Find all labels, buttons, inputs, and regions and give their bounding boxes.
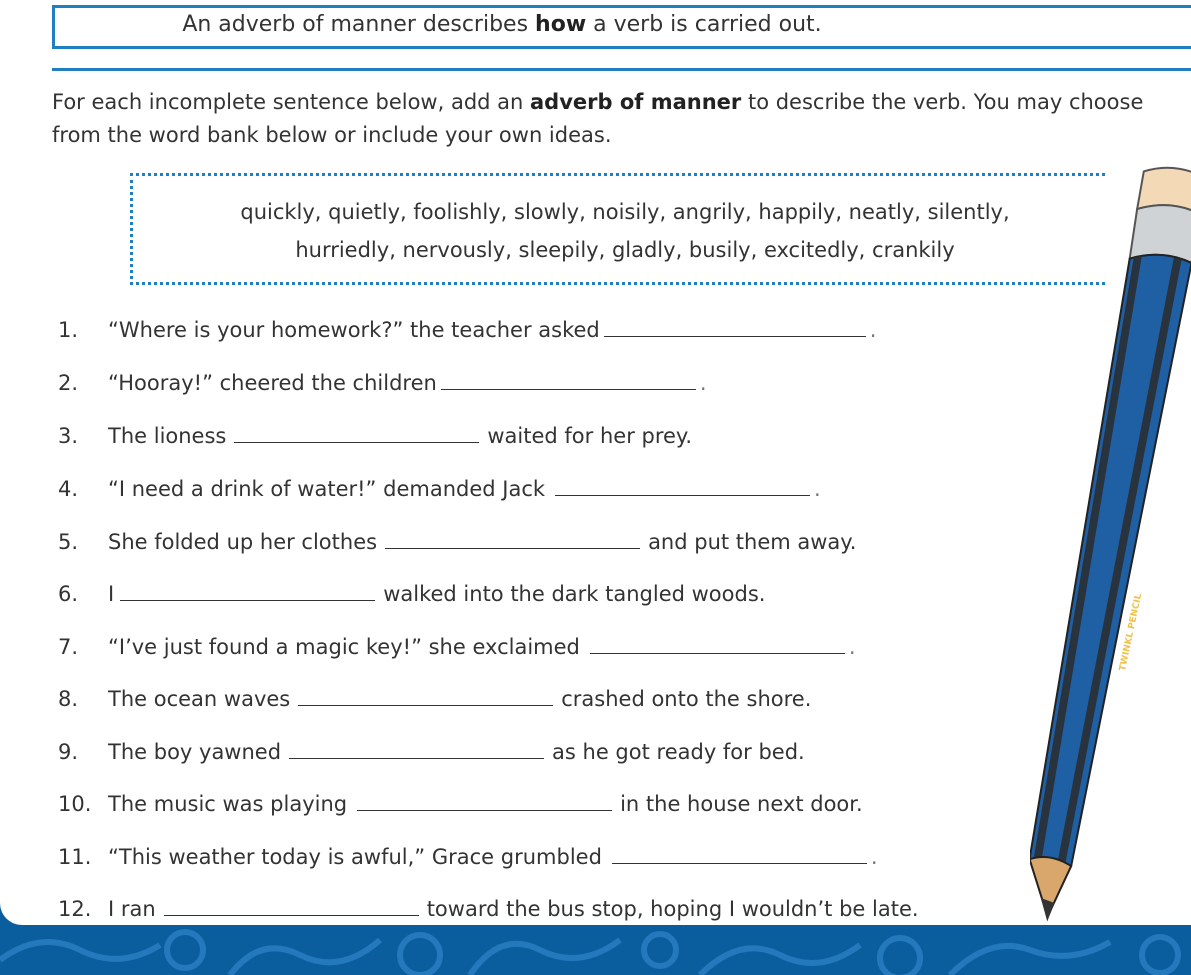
answer-blank-2[interactable] bbox=[441, 388, 696, 390]
instructions-bold-term: adverb of manner bbox=[530, 90, 742, 114]
answer-blank-9[interactable] bbox=[289, 757, 544, 759]
answer-blank-11[interactable] bbox=[612, 862, 867, 864]
answer-blank-3[interactable] bbox=[234, 441, 479, 443]
answer-blank-8[interactable] bbox=[298, 704, 553, 706]
answer-blank-10[interactable] bbox=[357, 809, 612, 811]
question-1: 1. “Where is your homework?” the teacher asked . bbox=[58, 318, 877, 342]
instructions: For each incomplete sentence below, add an adverb of manner to describe the verb. You may choose from the word bank below or include your own ideas. bbox=[52, 90, 1144, 147]
answer-blank-6[interactable] bbox=[120, 599, 375, 601]
question-11: 11. “This weather today is awful,” Grace grumbled . bbox=[58, 845, 878, 869]
answer-blank-4[interactable] bbox=[555, 494, 810, 496]
word-bank-line-1: quickly, quietly, foolishly, slowly, noisily, angrily, happily, neatly, silently, bbox=[240, 200, 1010, 224]
word-bank-box bbox=[130, 173, 1105, 285]
question-12: 12. I ran toward the bus stop, hoping I wouldn’t be late. bbox=[58, 897, 919, 921]
question-6: 6. I walked into the dark tangled woods. bbox=[58, 582, 766, 606]
question-4: 4. “I need a drink of water!” demanded Jack . bbox=[58, 477, 821, 501]
header-title: An adverb of manner describes how a verb is carried out. bbox=[182, 12, 822, 37]
question-10: 10. The music was playing in the house next door. bbox=[58, 792, 863, 816]
question-5: 5. She folded up her clothes and put them away. bbox=[58, 530, 857, 554]
header-bold-word: how bbox=[535, 12, 587, 37]
header-divider bbox=[52, 68, 1191, 71]
answer-blank-5[interactable] bbox=[385, 547, 640, 549]
answer-blank-1[interactable] bbox=[604, 335, 866, 337]
answer-blank-12[interactable] bbox=[164, 914, 419, 916]
question-9: 9. The boy yawned as he got ready for bed. bbox=[58, 740, 805, 764]
question-2: 2. “Hooray!” cheered the children . bbox=[58, 371, 707, 395]
question-3: 3. The lioness waited for her prey. bbox=[58, 424, 693, 448]
pencil-brand-label: TWINKL PENCIL bbox=[1118, 592, 1145, 672]
pencil-illustration bbox=[1030, 150, 1191, 930]
question-7: 7. “I’ve just found a magic key!” she exclaimed . bbox=[58, 635, 856, 659]
answer-blank-7[interactable] bbox=[590, 652, 845, 654]
question-8: 8. The ocean waves crashed onto the shore. bbox=[58, 687, 812, 711]
word-bank-line-2: hurriedly, nervously, sleepily, gladly, busily, excitedly, crankily bbox=[295, 238, 955, 262]
